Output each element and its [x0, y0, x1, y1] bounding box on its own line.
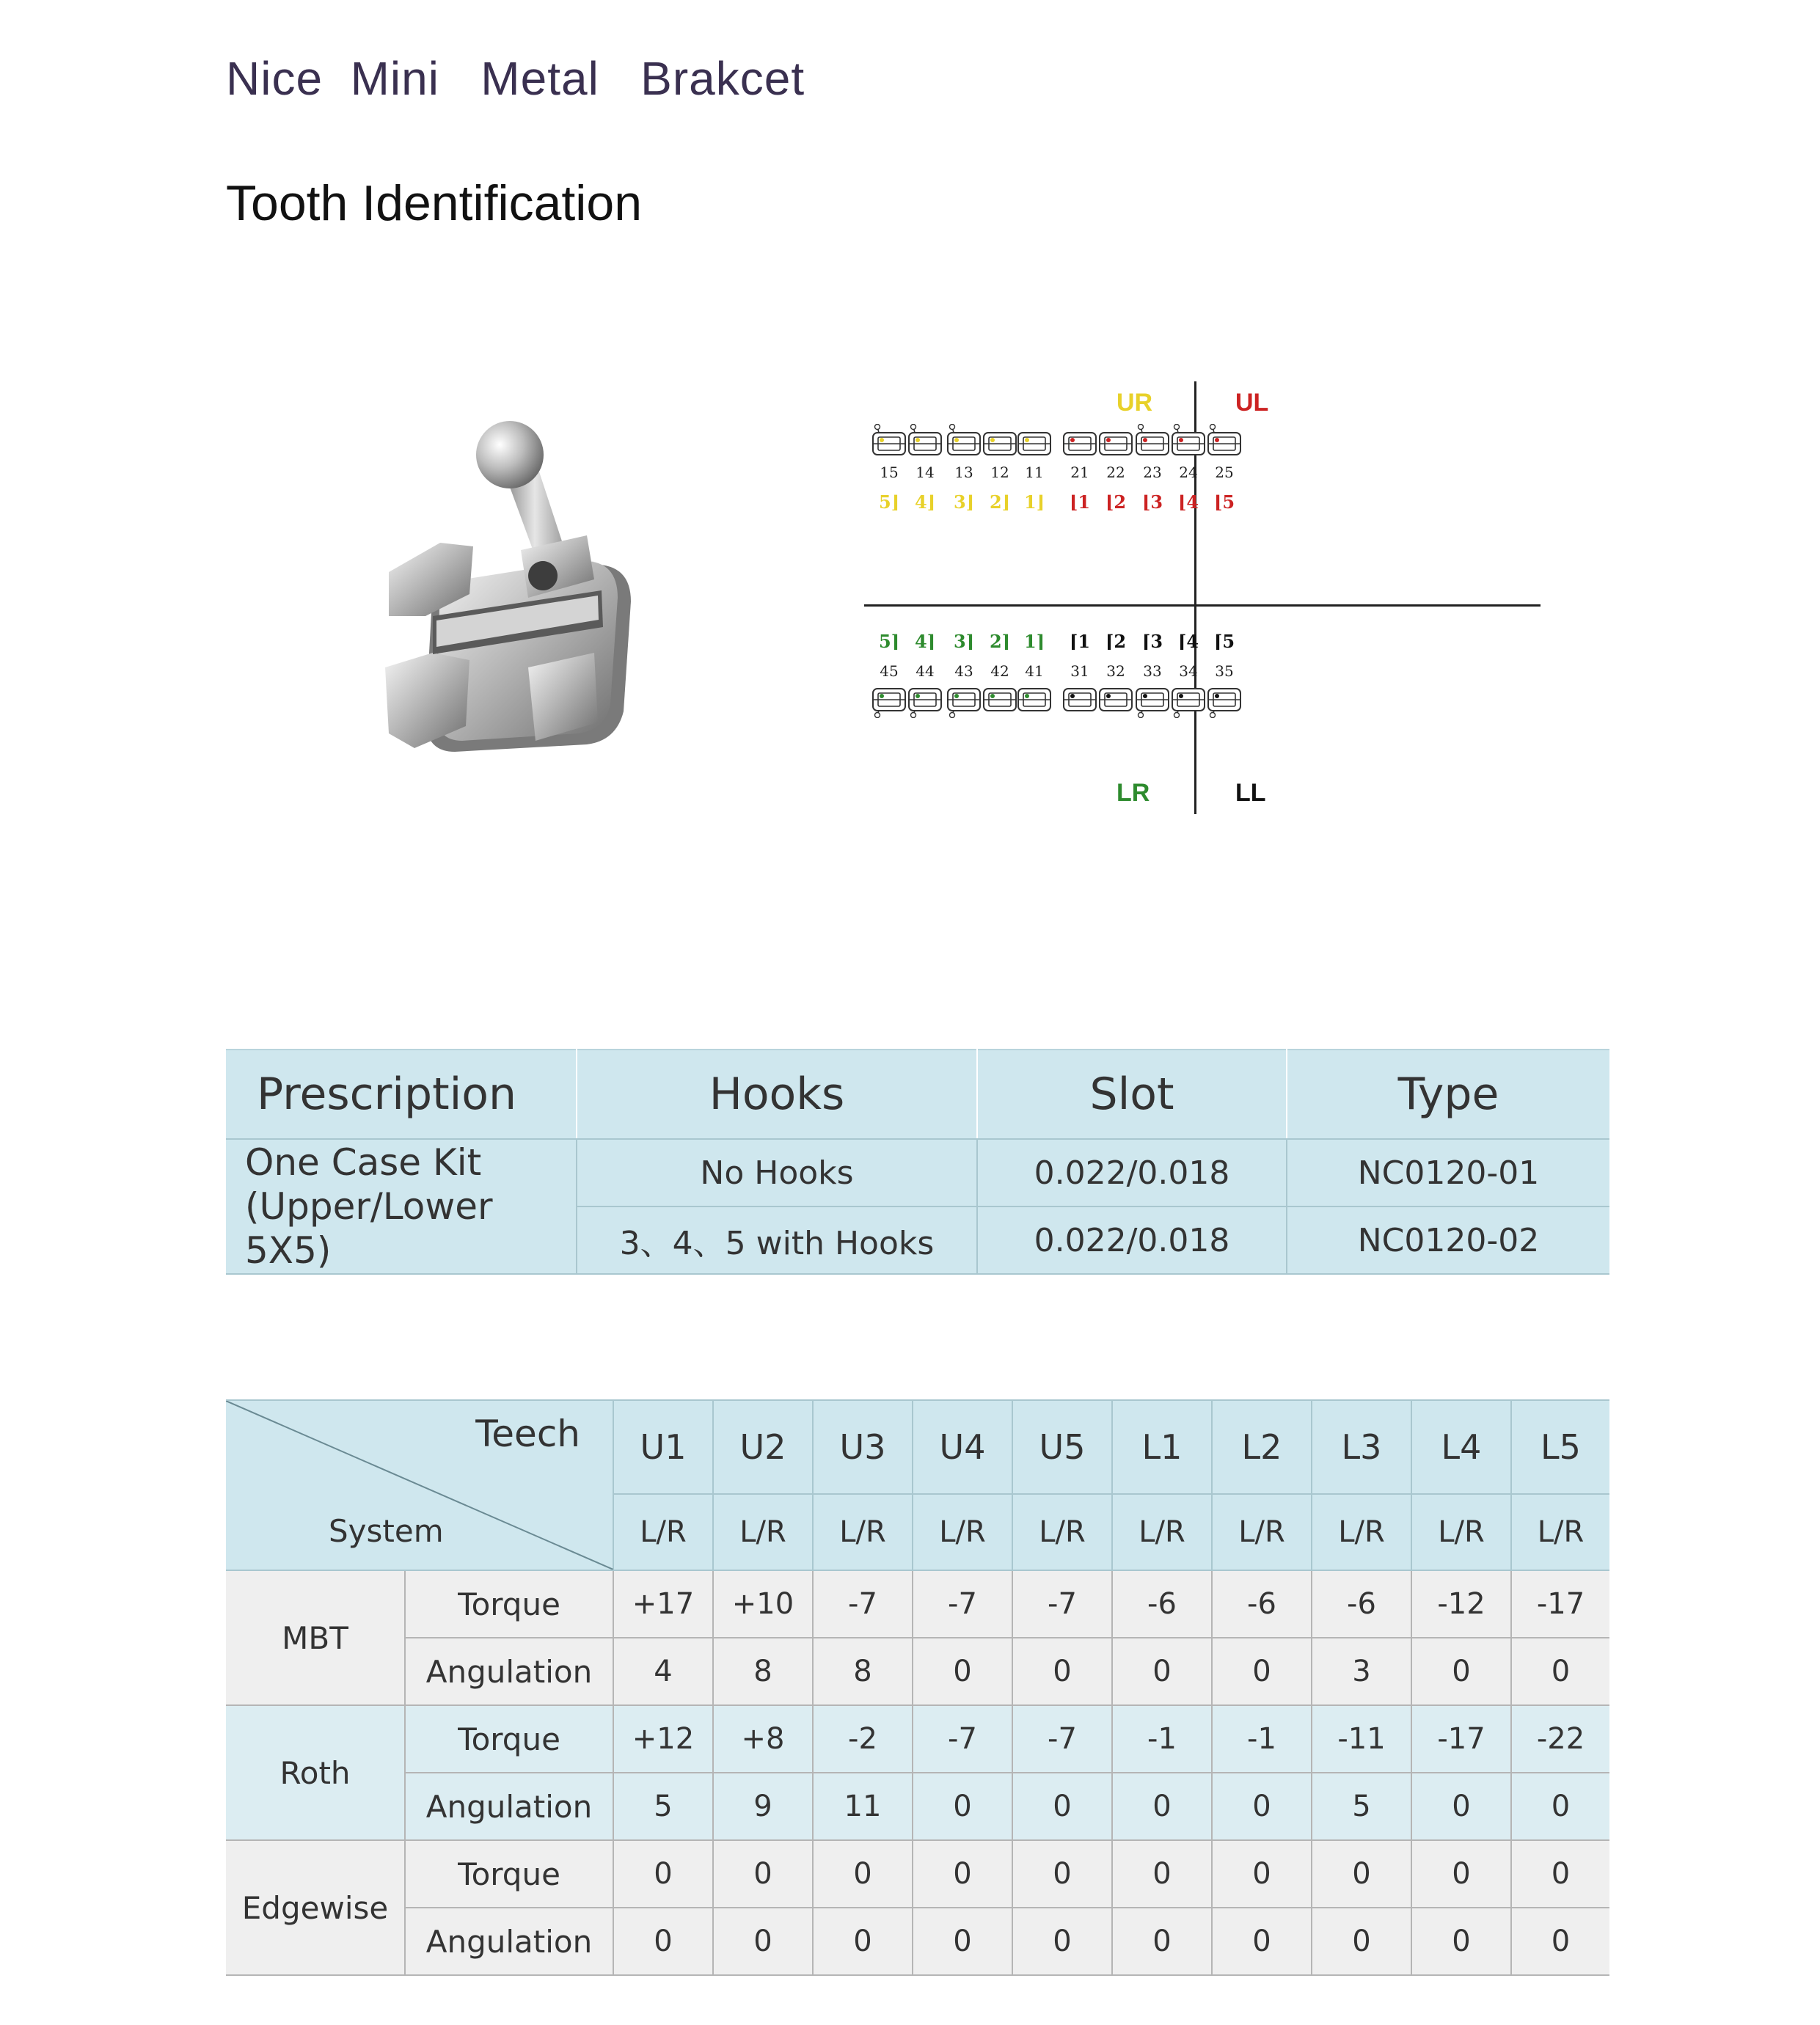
bracket-image — [345, 396, 653, 763]
prescription-line-1: One Case Kit — [245, 1141, 482, 1184]
chart-horizontal-axis — [864, 604, 1541, 607]
value-cell: -6 — [1212, 1570, 1312, 1638]
corner-cell — [226, 1400, 613, 1570]
value-cell: 5 — [613, 1773, 713, 1840]
prescription-table — [226, 1399, 1609, 1976]
value-cell: -7 — [913, 1705, 1012, 1773]
value-cell: 0 — [1511, 1840, 1609, 1908]
table-row — [226, 1705, 1609, 1773]
value-cell: 0 — [1012, 1773, 1112, 1840]
value-cell: 0 — [1312, 1908, 1411, 1975]
value-cell: 0 — [613, 1908, 713, 1975]
value-cell: 4 — [613, 1638, 713, 1705]
tooth-number: 35 — [1215, 662, 1234, 680]
bracket-icon — [1014, 424, 1055, 462]
tooth-header-u1: U1 — [613, 1400, 713, 1494]
quadrant-label-ll: LL — [1235, 779, 1266, 807]
value-cell: -1 — [1212, 1705, 1312, 1773]
value-cell: 3 — [1312, 1638, 1411, 1705]
value-cell: 0 — [713, 1908, 813, 1975]
value-cell: 0 — [913, 1773, 1012, 1840]
value-cell: +12 — [613, 1705, 713, 1773]
slot-cell: 0.022/0.018 — [977, 1206, 1287, 1274]
tooth-header-l4: L4 — [1411, 1400, 1511, 1494]
system-name: MBT — [226, 1570, 405, 1705]
tooth-symbol: 1⌉ — [1023, 631, 1045, 652]
tooth-symbol: ⌈3 — [1141, 631, 1163, 652]
value-cell: 0 — [1511, 1638, 1609, 1705]
tooth-number: 32 — [1106, 662, 1125, 680]
tooth-number: 33 — [1143, 662, 1162, 680]
value-cell: +17 — [613, 1570, 713, 1638]
prescription-cell — [226, 1139, 577, 1274]
value-cell: 0 — [813, 1840, 913, 1908]
value-cell: 0 — [813, 1908, 913, 1975]
prescription-line-2: (Upper/Lower 5X5) — [245, 1185, 493, 1272]
tooth-header-l5: L5 — [1511, 1400, 1609, 1494]
value-cell: 0 — [913, 1638, 1012, 1705]
value-cell: 8 — [813, 1638, 913, 1705]
table-row — [226, 1139, 1609, 1206]
tooth-symbol: 2⌋ — [989, 491, 1011, 513]
tooth-symbol: 5⌋ — [878, 491, 900, 513]
side-header: L/R — [1112, 1494, 1212, 1570]
value-cell: 5 — [1312, 1773, 1411, 1840]
table-row — [226, 1570, 1609, 1638]
parameter-name: Torque — [405, 1705, 613, 1773]
side-header: L/R — [1012, 1494, 1112, 1570]
value-cell: 0 — [1112, 1638, 1212, 1705]
parameter-name: Torque — [405, 1570, 613, 1638]
header-slot: Slot — [977, 1050, 1287, 1139]
tooth-symbol: 3⌉ — [953, 631, 975, 652]
tooth-symbol: ⌊1 — [1069, 491, 1091, 513]
tooth-symbol: ⌈2 — [1105, 631, 1127, 652]
tooth-symbol: 4⌉ — [914, 631, 936, 652]
tooth-number: 25 — [1215, 464, 1234, 481]
teeth-header-row — [226, 1400, 1609, 1494]
quadrant-label-ur: UR — [1117, 389, 1153, 417]
tooth-number: 42 — [990, 662, 1009, 680]
value-cell: +10 — [713, 1570, 813, 1638]
kit-table — [226, 1049, 1609, 1275]
side-header: L/R — [1511, 1494, 1609, 1570]
value-cell: -17 — [1511, 1570, 1609, 1638]
tooth-number: 34 — [1179, 662, 1198, 680]
tooth-symbol: ⌊2 — [1105, 491, 1127, 513]
tooth-chart — [858, 374, 1548, 821]
system-name: Edgewise — [226, 1840, 405, 1975]
value-cell: 0 — [1212, 1773, 1312, 1840]
value-cell: 0 — [1411, 1638, 1511, 1705]
kit-table-header — [226, 1050, 1609, 1139]
value-cell: 0 — [913, 1908, 1012, 1975]
tooth-header-l3: L3 — [1312, 1400, 1411, 1494]
slot-cell: 0.022/0.018 — [977, 1139, 1287, 1206]
value-cell: +8 — [713, 1705, 813, 1773]
value-cell: 0 — [1012, 1638, 1112, 1705]
value-cell: 0 — [1112, 1908, 1212, 1975]
quadrant-label-lr: LR — [1117, 779, 1150, 807]
hooks-cell: No Hooks — [577, 1139, 977, 1206]
value-cell: 9 — [713, 1773, 813, 1840]
tooth-symbol: ⌈1 — [1069, 631, 1091, 652]
tooth-number: 12 — [990, 464, 1009, 481]
tooth-symbol: ⌊5 — [1213, 491, 1235, 513]
value-cell: 0 — [1511, 1773, 1609, 1840]
tooth-symbol: 4⌋ — [914, 491, 936, 513]
side-header: L/R — [813, 1494, 913, 1570]
tooth-number: 14 — [916, 464, 935, 481]
page-title: Nice Mini Metal Brakcet — [226, 52, 805, 105]
section-title: Tooth Identification — [226, 175, 643, 231]
value-cell: -6 — [1112, 1570, 1212, 1638]
tooth-number: 41 — [1025, 662, 1044, 680]
tooth-number: 22 — [1106, 464, 1125, 481]
upper-tooth — [1199, 424, 1249, 513]
value-cell: 8 — [713, 1638, 813, 1705]
tooth-symbol: 3⌋ — [953, 491, 975, 513]
tooth-number: 31 — [1070, 662, 1089, 680]
parameter-name: Angulation — [405, 1908, 613, 1975]
tooth-header-u3: U3 — [813, 1400, 913, 1494]
side-header: L/R — [1312, 1494, 1411, 1570]
value-cell: -1 — [1112, 1705, 1212, 1773]
value-cell: 0 — [1012, 1908, 1112, 1975]
tooth-number: 11 — [1025, 464, 1044, 481]
system-name: Roth — [226, 1705, 405, 1840]
tooth-header-l2: L2 — [1212, 1400, 1312, 1494]
value-cell: 0 — [1212, 1908, 1312, 1975]
value-cell: 0 — [1112, 1840, 1212, 1908]
value-cell: 0 — [913, 1840, 1012, 1908]
value-cell: -22 — [1511, 1705, 1609, 1773]
value-cell: -12 — [1411, 1570, 1511, 1638]
tooth-number: 24 — [1179, 464, 1198, 481]
type-cell: NC0120-01 — [1287, 1139, 1609, 1206]
tooth-header-u5: U5 — [1012, 1400, 1112, 1494]
quadrant-label-ul: UL — [1235, 389, 1269, 417]
corner-teech-label: Teech — [475, 1413, 580, 1455]
tooth-number: 45 — [880, 662, 899, 680]
value-cell: -6 — [1312, 1570, 1411, 1638]
tooth-header-l1: L1 — [1112, 1400, 1212, 1494]
value-cell: 0 — [613, 1840, 713, 1908]
parameter-name: Torque — [405, 1840, 613, 1908]
tooth-number: 13 — [954, 464, 973, 481]
header-prescription: Prescription — [226, 1050, 577, 1139]
value-cell: 0 — [1511, 1908, 1609, 1975]
lower-tooth — [1199, 631, 1249, 718]
value-cell: -11 — [1312, 1705, 1411, 1773]
tooth-symbol: 2⌉ — [989, 631, 1011, 652]
type-cell: NC0120-02 — [1287, 1206, 1609, 1274]
tooth-symbol: 5⌉ — [878, 631, 900, 652]
table-row — [226, 1773, 1609, 1840]
value-cell: 0 — [1411, 1908, 1511, 1975]
value-cell: 0 — [1212, 1840, 1312, 1908]
value-cell: -7 — [913, 1570, 1012, 1638]
tooth-header-u4: U4 — [913, 1400, 1012, 1494]
lower-tooth — [1009, 631, 1059, 718]
tooth-number: 43 — [954, 662, 973, 680]
side-header: L/R — [613, 1494, 713, 1570]
value-cell: -7 — [1012, 1705, 1112, 1773]
parameter-name: Angulation — [405, 1773, 613, 1840]
upper-tooth — [1009, 424, 1059, 513]
tooth-number: 15 — [880, 464, 899, 481]
tooth-symbol: ⌊4 — [1177, 491, 1199, 513]
value-cell: -17 — [1411, 1705, 1511, 1773]
value-cell: 0 — [1411, 1773, 1511, 1840]
parameter-name: Angulation — [405, 1638, 613, 1705]
header-hooks: Hooks — [577, 1050, 977, 1139]
tooth-symbol: ⌈5 — [1213, 631, 1235, 652]
side-header: L/R — [1411, 1494, 1511, 1570]
value-cell: 11 — [813, 1773, 913, 1840]
value-cell: -7 — [1012, 1570, 1112, 1638]
value-cell: 0 — [1411, 1840, 1511, 1908]
value-cell: 0 — [713, 1840, 813, 1908]
value-cell: -7 — [813, 1570, 913, 1638]
table-row — [226, 1638, 1609, 1705]
side-header: L/R — [1212, 1494, 1312, 1570]
corner-system-label: System — [329, 1513, 444, 1549]
value-cell: 0 — [1212, 1638, 1312, 1705]
side-header: L/R — [713, 1494, 813, 1570]
tooth-symbol: 1⌋ — [1023, 491, 1045, 513]
table-row — [226, 1908, 1609, 1975]
bracket-icon — [1204, 680, 1245, 718]
bracket-icon — [1014, 680, 1055, 718]
tooth-number: 44 — [916, 662, 935, 680]
tooth-symbol: ⌊3 — [1141, 491, 1163, 513]
hooks-cell: 3、4、5 with Hooks — [577, 1206, 977, 1274]
value-cell: 0 — [1112, 1773, 1212, 1840]
bracket-icon — [1204, 424, 1245, 462]
side-header: L/R — [913, 1494, 1012, 1570]
value-cell: -2 — [813, 1705, 913, 1773]
table-row — [226, 1840, 1609, 1908]
value-cell: 0 — [1312, 1840, 1411, 1908]
header-type: Type — [1287, 1050, 1609, 1139]
tooth-symbol: ⌈4 — [1177, 631, 1199, 652]
tooth-number: 21 — [1070, 464, 1089, 481]
tooth-header-u2: U2 — [713, 1400, 813, 1494]
tooth-number: 23 — [1143, 464, 1162, 481]
value-cell: 0 — [1012, 1840, 1112, 1908]
